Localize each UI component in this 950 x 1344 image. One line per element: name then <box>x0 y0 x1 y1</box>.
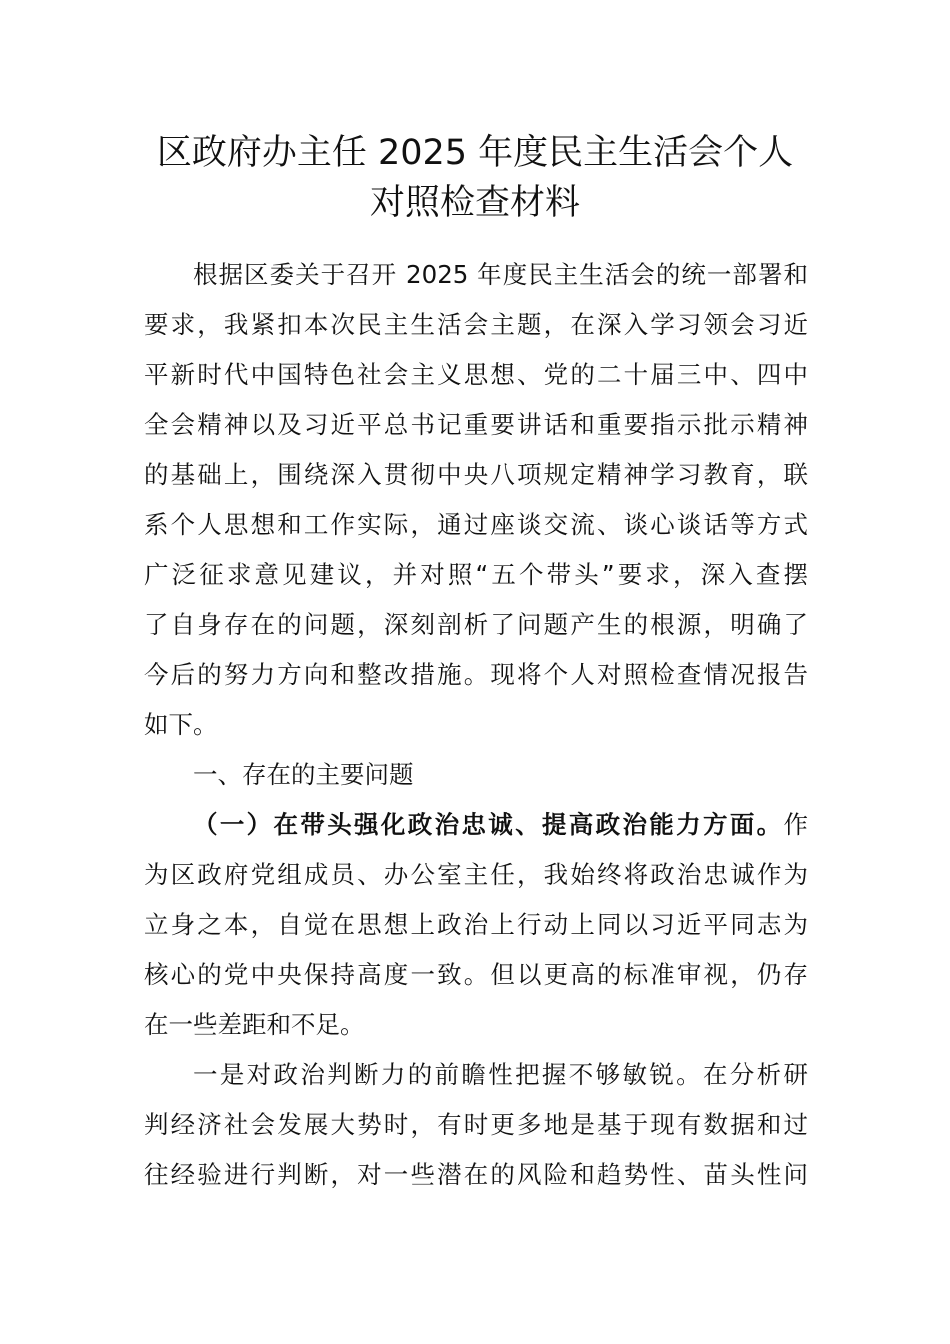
subsection-first-line-rest: 作 <box>783 810 808 839</box>
intro-line-8: 了自身存在的问题，深刻剖析了问题产生的根源，明确了 <box>144 610 808 639</box>
subsection-line-2: 立身之本，自觉在思想上政治上行动上同以习近平同志为 <box>144 910 808 939</box>
intro-line-2: 要求，我紧扣本次民主生活会主题，在深入学习领会习近 <box>144 310 808 339</box>
subsection-bold-label: （一）在带头强化政治忠诚、提高政治能力方面。 <box>193 810 784 839</box>
intro-line-6: 系个人思想和工作实际，通过座谈交流、谈心谈话等方式 <box>144 510 808 539</box>
subsection-line-1: 为区政府党组成员、办公室主任，我始终将政治忠诚作为 <box>144 860 808 889</box>
title-line-1: 区政府办主任 2025 年度民主生活会个人 <box>156 133 794 173</box>
point-one-line-1: 一是对政治判断力的前瞻性把握不够敏锐。在分析研 <box>193 1060 808 1089</box>
intro-line-5: 的基础上，围绕深入贯彻中央八项规定精神学习教育，联 <box>144 460 808 489</box>
subsection-line-4: 在一些差距和不足。 <box>144 1010 365 1039</box>
point-one-line-3: 往经验进行判断，对一些潜在的风险和趋势性、苗头性问 <box>144 1160 808 1189</box>
intro-line-4: 全会精神以及习近平总书记重要讲话和重要指示批示精神 <box>144 410 808 439</box>
section-heading: 一、存在的主要问题 <box>193 760 414 789</box>
title-line-2: 对照检查材料 <box>369 183 580 223</box>
point-one-line-2: 判经济社会发展大势时，有时更多地是基于现有数据和过 <box>144 1110 808 1139</box>
intro-line-10: 如下。 <box>144 710 218 739</box>
intro-line-3: 平新时代中国特色社会主义思想、党的二十届三中、四中 <box>144 360 808 389</box>
subsection-line-3: 核心的党中央保持高度一致。但以更高的标准审视，仍存 <box>144 960 808 989</box>
intro-line-7: 广泛征求意见建议，并对照“五个带头”要求，深入查摆 <box>144 560 808 589</box>
subsection-heading-line <box>193 808 808 842</box>
intro-line-9: 今后的努力方向和整改措施。现将个人对照检查情况报告 <box>144 660 808 689</box>
intro-line-1: 根据区委关于召开 2025 年度民主生活会的统一部署和 <box>193 260 808 289</box>
